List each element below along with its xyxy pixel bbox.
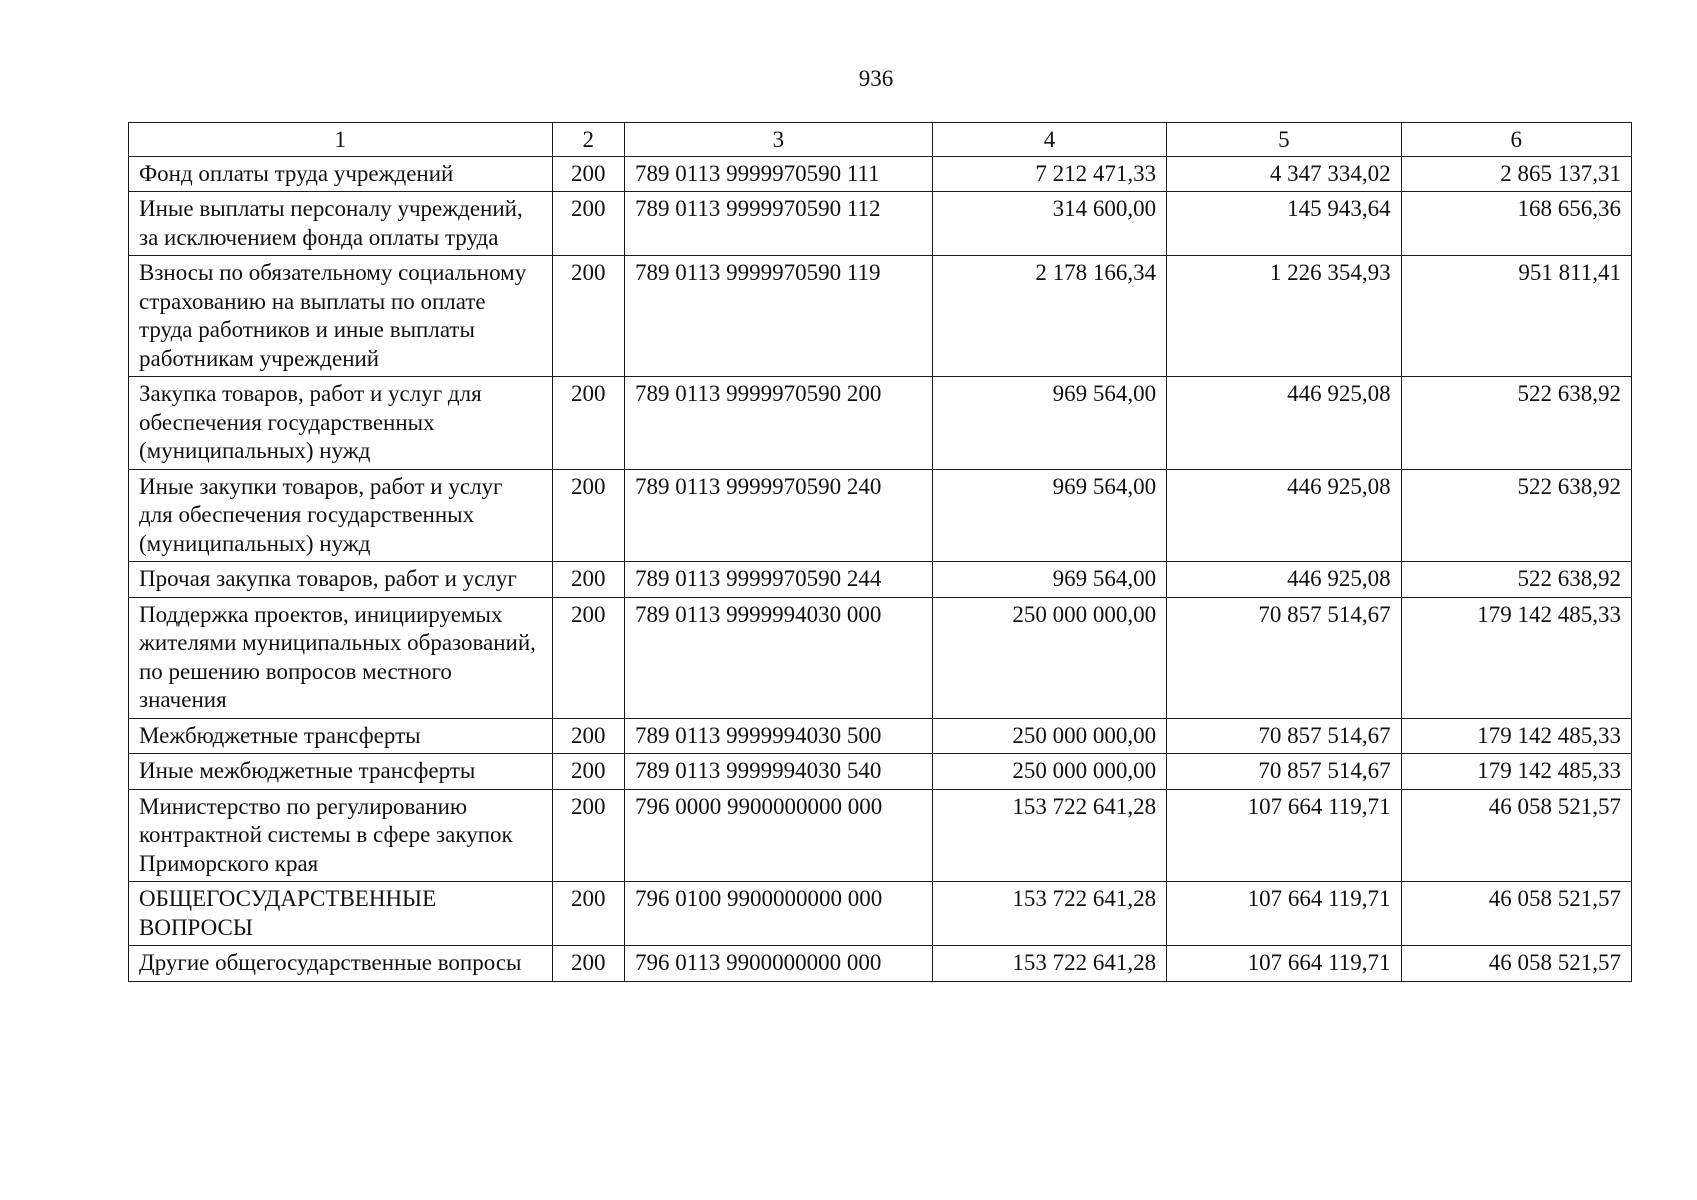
row-planned: 969 564,00 [932,562,1166,598]
row-name: Поддержка проектов, инициируемых жителями муниципальных образований, по решению вопросов местного значения [129,597,553,718]
row-name: ОБЩЕГОСУДАРСТВЕННЫЕ ВОПРОСЫ [129,882,553,946]
row-code: 200 [552,156,624,192]
table-row [129,754,1632,790]
row-planned: 2 178 166,34 [932,256,1166,377]
header-col-6: 6 [1401,123,1631,157]
row-kbk: 789 0113 9999994030 500 [624,718,932,754]
row-code: 200 [552,789,624,882]
row-name: Межбюджетные трансферты [129,718,553,754]
row-remainder: 46 058 521,57 [1401,946,1631,982]
row-name: Иные закупки товаров, работ и услуг для обеспечения государственных (муниципальных) нужд [129,469,553,562]
header-col-2: 2 [552,123,624,157]
table-row [129,156,1632,192]
row-executed: 107 664 119,71 [1167,789,1401,882]
row-kbk: 789 0113 9999994030 000 [624,597,932,718]
table-row [129,377,1632,470]
row-planned: 153 722 641,28 [932,882,1166,946]
row-code: 200 [552,946,624,982]
table-row [129,718,1632,754]
table-row [129,789,1632,882]
row-executed: 145 943,64 [1167,192,1401,256]
row-code: 200 [552,469,624,562]
row-remainder: 522 638,92 [1401,562,1631,598]
row-kbk: 789 0113 9999970590 240 [624,469,932,562]
row-remainder: 46 058 521,57 [1401,789,1631,882]
row-kbk: 789 0113 9999970590 119 [624,256,932,377]
row-executed: 70 857 514,67 [1167,597,1401,718]
row-executed: 70 857 514,67 [1167,754,1401,790]
row-planned: 250 000 000,00 [932,597,1166,718]
row-name: Закупка товаров, работ и услуг для обеспечения государственных (муниципальных) нужд [129,377,553,470]
row-remainder: 951 811,41 [1401,256,1631,377]
row-planned: 7 212 471,33 [932,156,1166,192]
row-planned: 250 000 000,00 [932,718,1166,754]
row-executed: 446 925,08 [1167,377,1401,470]
header-col-1: 1 [129,123,553,157]
row-planned: 153 722 641,28 [932,946,1166,982]
row-kbk: 796 0113 9900000000 000 [624,946,932,982]
row-code: 200 [552,882,624,946]
row-remainder: 168 656,36 [1401,192,1631,256]
row-code: 200 [552,192,624,256]
row-name: Фонд оплаты труда учреждений [129,156,553,192]
row-planned: 314 600,00 [932,192,1166,256]
header-col-4: 4 [932,123,1166,157]
row-name: Министерство по регулированию контрактной системы в сфере закупок Приморского края [129,789,553,882]
table-row [129,562,1632,598]
row-code: 200 [552,256,624,377]
row-planned: 153 722 641,28 [932,789,1166,882]
table-row [129,469,1632,562]
header-row [129,123,1632,157]
row-name: Прочая закупка товаров, работ и услуг [129,562,553,598]
row-name: Взносы по обязательному социальному страхованию на выплаты по оплате труда работников и иные выплаты работникам учреждений [129,256,553,377]
row-planned: 969 564,00 [932,469,1166,562]
row-name: Иные межбюджетные трансферты [129,754,553,790]
header-col-5: 5 [1167,123,1401,157]
row-executed: 107 664 119,71 [1167,946,1401,982]
row-remainder: 46 058 521,57 [1401,882,1631,946]
table-row [129,256,1632,377]
row-remainder: 2 865 137,31 [1401,156,1631,192]
row-remainder: 522 638,92 [1401,469,1631,562]
row-kbk: 789 0113 9999970590 200 [624,377,932,470]
row-name: Другие общегосударственные вопросы [129,946,553,982]
row-executed: 1 226 354,93 [1167,256,1401,377]
row-planned: 250 000 000,00 [932,754,1166,790]
row-executed: 446 925,08 [1167,469,1401,562]
page-number: 936 [858,66,894,91]
row-executed: 446 925,08 [1167,562,1401,598]
row-kbk: 789 0113 9999970590 112 [624,192,932,256]
row-code: 200 [552,562,624,598]
row-remainder: 179 142 485,33 [1401,597,1631,718]
row-name: Иные выплаты персоналу учреждений, за исключением фонда оплаты труда [129,192,553,256]
row-code: 200 [552,377,624,470]
row-executed: 4 347 334,02 [1167,156,1401,192]
row-code: 200 [552,718,624,754]
row-code: 200 [552,597,624,718]
row-remainder: 179 142 485,33 [1401,718,1631,754]
row-kbk: 796 0000 9900000000 000 [624,789,932,882]
budget-table [128,122,1632,982]
table-row [129,192,1632,256]
row-code: 200 [552,754,624,790]
row-executed: 70 857 514,67 [1167,718,1401,754]
table-row [129,882,1632,946]
row-remainder: 179 142 485,33 [1401,754,1631,790]
table-row [129,946,1632,982]
row-kbk: 796 0100 9900000000 000 [624,882,932,946]
row-planned: 969 564,00 [932,377,1166,470]
row-kbk: 789 0113 9999970590 244 [624,562,932,598]
row-kbk: 789 0113 9999994030 540 [624,754,932,790]
row-executed: 107 664 119,71 [1167,882,1401,946]
row-kbk: 789 0113 9999970590 111 [624,156,932,192]
header-col-3: 3 [624,123,932,157]
table-row [129,597,1632,718]
row-remainder: 522 638,92 [1401,377,1631,470]
